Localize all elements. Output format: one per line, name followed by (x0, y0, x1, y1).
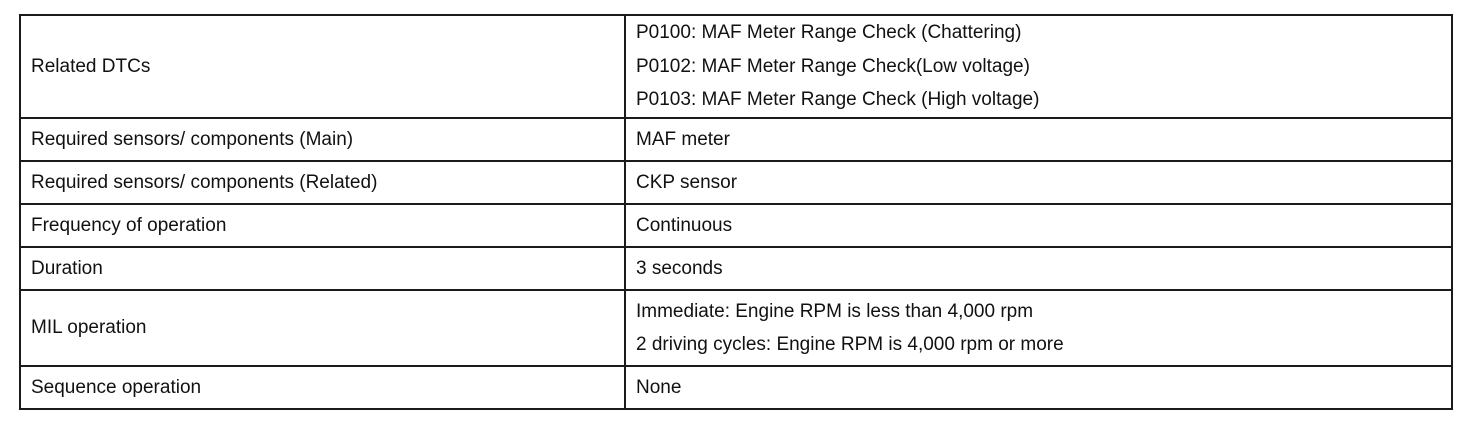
mil-line: 2 driving cycles: Engine RPM is 4,000 rpm or more (636, 334, 1064, 355)
row-label (20, 366, 625, 409)
table-row (20, 204, 1452, 247)
row-value-text: CKP sensor (636, 171, 738, 193)
row-value (625, 366, 1452, 409)
row-value-text: Continuous (636, 214, 733, 236)
row-label (20, 290, 625, 366)
row-value (625, 118, 1452, 161)
row-value (625, 161, 1452, 204)
dtc-line: P0103: MAF Meter Range Check (High voltage) (636, 89, 1040, 111)
row-label-text: MIL operation (31, 317, 147, 339)
row-label (20, 15, 625, 118)
row-label-text: Required sensors/ components (Main) (31, 128, 354, 150)
table-row (20, 161, 1452, 204)
table-row (20, 366, 1452, 409)
row-value-text: MAF meter (636, 128, 730, 150)
row-value (625, 204, 1452, 247)
row-label-text: Required sensors/ components (Related) (31, 171, 378, 193)
row-label (20, 118, 625, 161)
row-label-text: Frequency of operation (31, 214, 227, 236)
dtc-line: P0102: MAF Meter Range Check(Low voltage) (636, 55, 1030, 77)
row-value (625, 247, 1452, 290)
row-value (625, 15, 1452, 118)
spec-table (19, 14, 1453, 410)
mil-line: Immediate: Engine RPM is less than 4,000 rpm (636, 300, 1034, 322)
row-label-text: Sequence operation (31, 376, 202, 398)
row-value-text: None (636, 376, 682, 398)
table-row (20, 118, 1452, 161)
row-label (20, 247, 625, 290)
row-value-text: 3 seconds (636, 257, 723, 279)
table-row (20, 290, 1452, 366)
dtc-line: P0100: MAF Meter Range Check (Chattering) (636, 22, 1022, 44)
row-label (20, 161, 625, 204)
table-row (20, 247, 1452, 290)
row-value (625, 290, 1452, 366)
row-label-text: Related DTCs (31, 55, 151, 77)
row-label (20, 204, 625, 247)
table-row (20, 15, 1452, 118)
row-label-text: Duration (31, 257, 103, 279)
